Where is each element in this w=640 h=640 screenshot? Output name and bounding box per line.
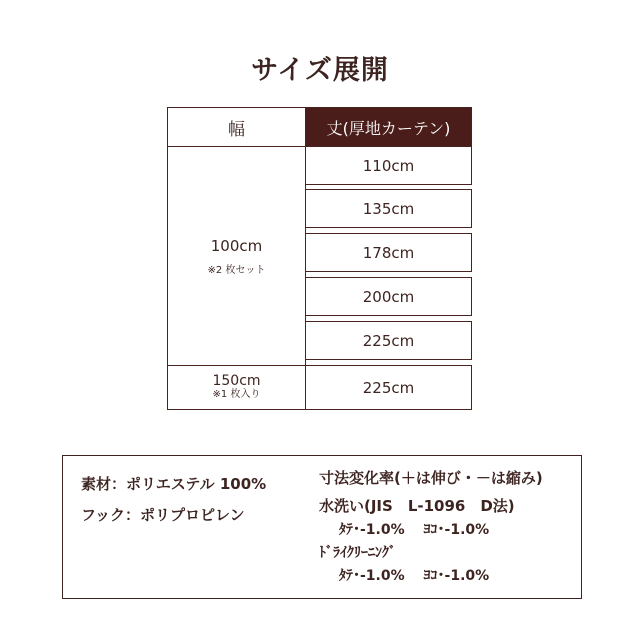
length-cell: 225cm: [305, 365, 472, 410]
info-box: [62, 455, 582, 599]
width-cell-150: [167, 365, 306, 410]
shrink-title: 寸法変化率(＋は伸び・－は縮み): [319, 469, 543, 487]
dry-values: ﾀﾃ･-1.0% ﾖｺ･-1.0%: [339, 568, 490, 584]
header-width: 幅: [167, 107, 306, 147]
width-note: ※2 枚セット: [207, 264, 266, 276]
width-value: 100cm: [210, 236, 263, 255]
length-cell: 178cm: [305, 233, 472, 272]
wash-title: 水洗い(JIS L-1096 D法): [319, 497, 515, 515]
length-cell: 225cm: [305, 321, 472, 360]
length-cell: 110cm: [305, 146, 472, 185]
wash-values: ﾀﾃ･-1.0% ﾖｺ･-1.0%: [339, 522, 490, 538]
page-title: サイズ展開: [251, 55, 389, 86]
width-note: ※1 枚入り: [212, 389, 261, 400]
material-text: 素材：ポリエステル 100%: [81, 475, 267, 493]
length-cell: 200cm: [305, 277, 472, 316]
dry-title: ﾄﾞﾗｲｸﾘｰﾆﾝｸﾞ: [319, 545, 396, 561]
header-length: 丈(厚地カーテン): [305, 107, 472, 147]
length-cell: 135cm: [305, 189, 472, 228]
hook-text: フック：ポリプロピレン: [81, 506, 245, 524]
width-value: 150cm: [212, 373, 261, 389]
width-cell-100: [167, 146, 306, 366]
